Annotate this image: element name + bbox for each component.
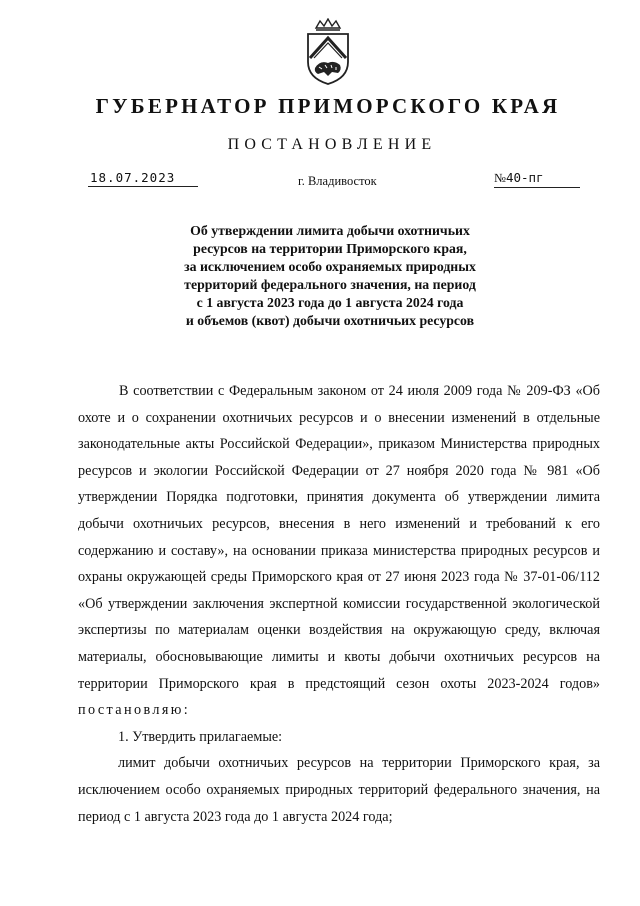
issuing-authority: ГУБЕРНАТОР ПРИМОРСКОГО КРАЯ	[95, 94, 561, 118]
document-type: ПОСТАНОВЛЕНИЕ	[227, 136, 437, 153]
document-date: 18.07.2023	[88, 170, 198, 187]
preamble-text: В соответствии с Федеральным законом от 24 июля 2009 года № 209-ФЗ «Об охоте и о сохранении охотничьих ресурсов и о внесении изменений в отдельные законодательные акты Российской Федерации», приказом Министерства природных ресурсов и экологии Российской Федерации от 27 ноября 2020 года № 981 «Об утверждении Порядка подготовки, принятия документа об утверждении лимита добычи охотничьих ресурсов, внесения в него изменений и требований к его содержанию и составу», на основании приказа министерства природных ресурсов и охраны окружающей среды Приморского края от 27 июня 2023 года № 37-01-06/112 «Об утверждении заключения экспертной комиссии государственной экологической экспертизы по материалам оценки воздействия на окружающую среду, включая материалы, обосновывающие лимиты и квоты добычи охотничьих ресурсов на территории Приморского края в предстоящий сезон охоты 2023-2024 годов»	[78, 383, 600, 692]
document-number	[494, 170, 580, 188]
title-line: ресурсов на территории Приморского края,	[193, 241, 467, 256]
title-line: за исключением особо охраняемых природных	[184, 259, 476, 274]
preamble-paragraph	[78, 378, 600, 724]
number-sign: №	[494, 171, 506, 185]
document-body	[78, 378, 600, 830]
item-1: 1. Утвердить прилагаемые:	[118, 728, 283, 745]
document-title	[120, 222, 540, 330]
item-1-sub: лимит добычи охотничьих ресурсов на территории Приморского края, за исключением особо охраняемых природных территорий федерального значения, на период с 1 августа 2023 года до 1 августа 2024 года;	[78, 755, 600, 825]
title-line: территорий федерального значения, на период	[184, 277, 476, 292]
title-line: Об утверждении лимита добычи охотничьих	[190, 223, 470, 238]
title-line: с 1 августа 2023 года до 1 августа 2024 года	[196, 295, 464, 310]
number-value: 40-пг	[505, 170, 544, 185]
document-city: г. Владивосток	[298, 174, 377, 188]
primorsky-krai-coat-of-arms-icon	[302, 18, 354, 86]
resolve-word: постановляю:	[78, 702, 191, 719]
title-line: и объемов (квот) добычи охотничьих ресурсов	[185, 313, 475, 328]
